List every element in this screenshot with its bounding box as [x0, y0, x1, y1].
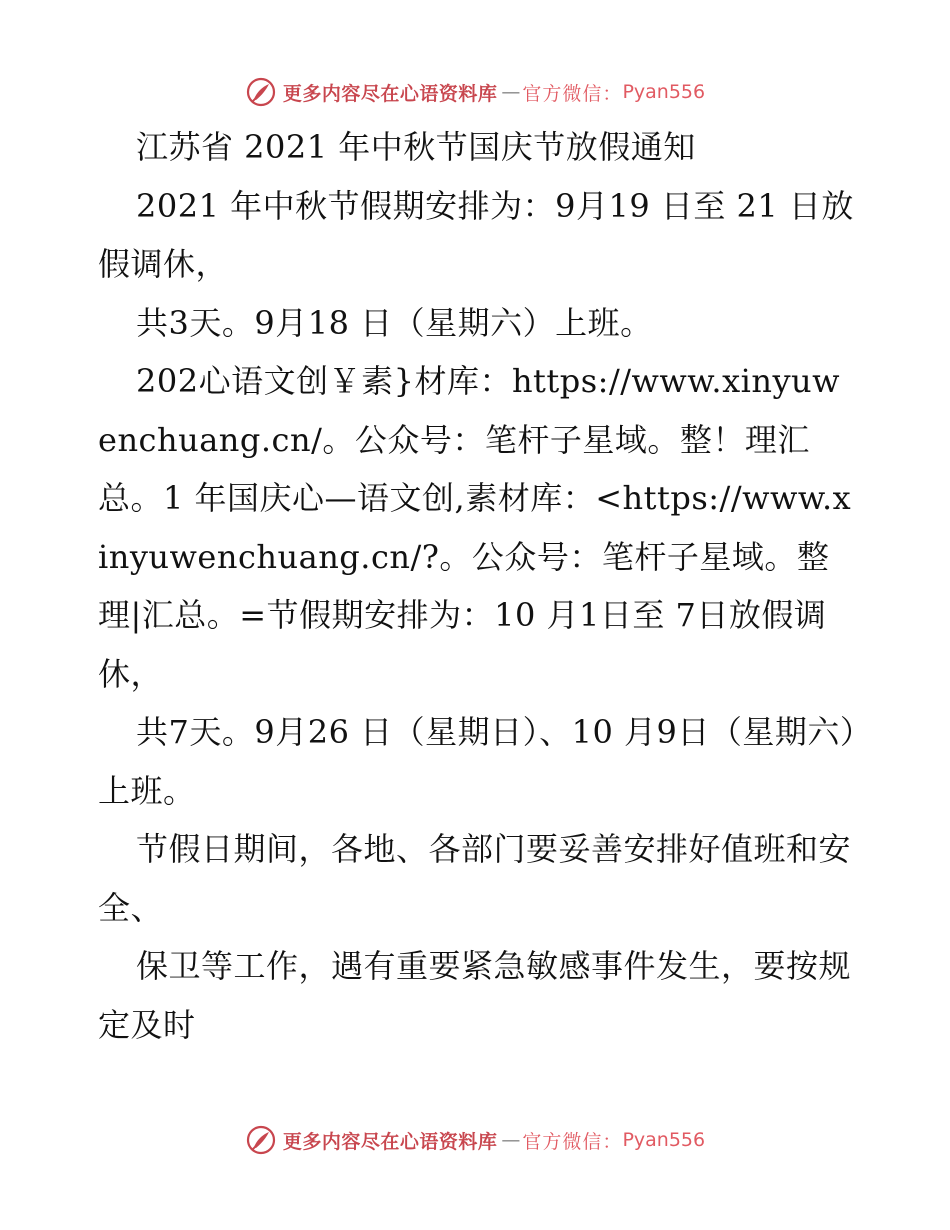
document-title: 江苏省 2021 年中秋节国庆节放假通知 [136, 128, 696, 166]
banner-wechat-id: Pyan556 [622, 81, 706, 103]
banner-main-text: 更多内容尽在心语资料库 [282, 82, 498, 105]
banner-wechat-label: 官方微信： [522, 82, 623, 105]
paragraph-security-work: 保卫等工作，遇有重要紧急敏感事件发生，要按规定及时 [98, 947, 852, 1044]
paragraph-national-day-workdays: 共7天。9月26 日（星期日）、10 月9日（星期六）上班。 [98, 713, 857, 810]
banner-wechat-label: 官方微信： [522, 1130, 623, 1153]
footer-watermark-banner [0, 1120, 950, 1160]
paragraph-mid-autumn-workday: 共3天。9月18 日（星期六）上班。 [136, 303, 653, 342]
paragraph-national-day-schedule: 202心语文创￥素}材库：https://www.xinyuwenchuang.cn/。公众号：笔杆子星域。整！理汇总。1 年国庆心—语文创,素材库：<https://www.xinyuwenchuang.cn/?。公众号：笔杆子星域。整理|汇总。=节假期安排为：10 月1日至 7日放假调休， [98, 362, 852, 693]
banner-wechat-id: Pyan556 [622, 1129, 706, 1151]
banner-main-text: 更多内容尽在心语资料库 [282, 1130, 498, 1153]
brush-pen-logo-icon [245, 1124, 277, 1156]
document-body [98, 118, 858, 1054]
banner-separator: — [501, 81, 521, 103]
header-watermark-banner [0, 72, 950, 112]
paragraph-mid-autumn-schedule: 2021 年中秋节假期安排为：9月19 日至 21 日放假调休， [98, 186, 854, 283]
banner-separator: — [501, 1129, 521, 1151]
paragraph-duty-arrangement: 节假日期间，各地、各部门要妥善安排好值班和安全、 [98, 830, 852, 927]
brush-pen-logo-icon [245, 76, 277, 108]
